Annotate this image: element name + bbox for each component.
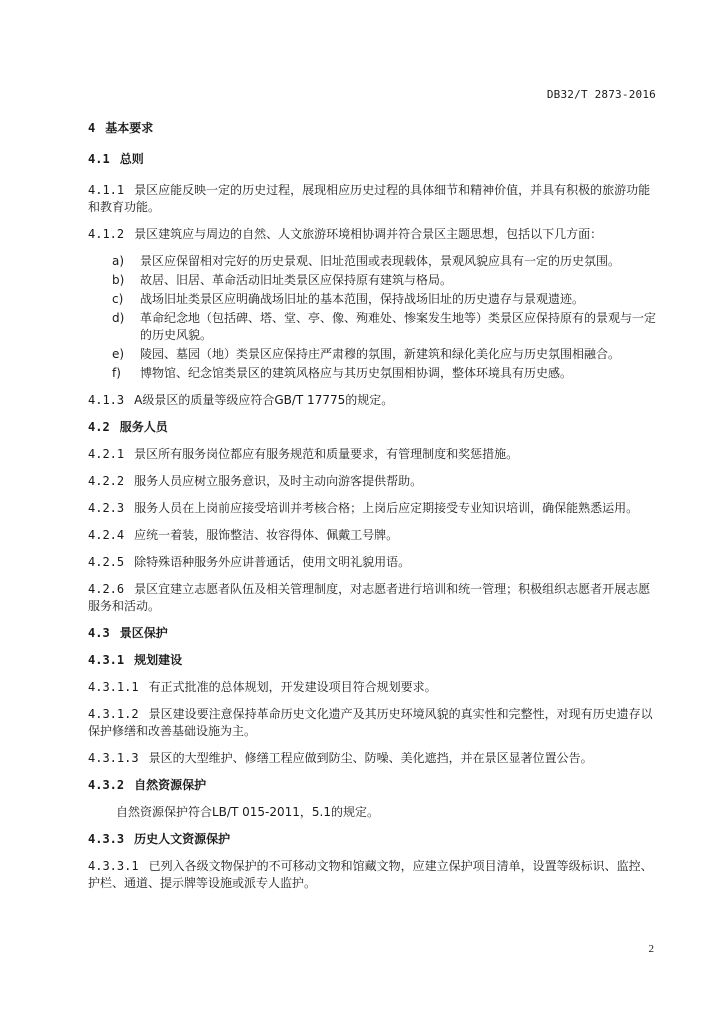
list-text: 革命纪念地（包括碑、塔、堂、亭、像、殉难处、惨案发生地等）类景区应保持原有的景观与一定的历史风貌。 bbox=[140, 311, 657, 342]
section-heading bbox=[88, 120, 656, 137]
clause-number: 4.2.1 bbox=[88, 447, 125, 461]
list-marker: e) bbox=[112, 347, 125, 361]
subsection-heading bbox=[88, 831, 656, 848]
list-marker: f) bbox=[112, 366, 121, 380]
list-marker: a) bbox=[112, 254, 125, 268]
clause-text: 景区应能反映一定的历史过程，展现相应历史过程的具体细节和精神价值，并具有积极的旅游功能和教育功能。 bbox=[88, 183, 651, 214]
clause-text: 自然资源保护符合LB/T 015-2011，5.1的规定。 bbox=[116, 805, 379, 819]
section-title: 服务人员 bbox=[119, 420, 168, 434]
clause-paragraph bbox=[88, 473, 656, 490]
clause-number: 4.1.3 bbox=[88, 393, 125, 407]
clause-number: 4.2.6 bbox=[88, 582, 125, 596]
list-item bbox=[88, 346, 656, 363]
clause-number: 4.2.2 bbox=[88, 474, 125, 488]
clause-paragraph bbox=[88, 554, 656, 571]
list-item bbox=[88, 291, 656, 308]
section-heading bbox=[88, 419, 656, 436]
clause-number: 4.3.1.3 bbox=[88, 751, 139, 765]
section-title: 基本要求 bbox=[105, 121, 154, 135]
clause-text: 已列入各级文物保护的不可移动文物和馆藏文物，应建立保护项目清单，设置等级标识、监控、护栏、通道、提示牌等设施或派专人监护。 bbox=[88, 859, 653, 890]
clause-number: 4.2.4 bbox=[88, 528, 125, 542]
clause-number: 4.3.1.1 bbox=[88, 680, 139, 694]
clause-number: 4.2.5 bbox=[88, 555, 125, 569]
clause-paragraph bbox=[88, 392, 656, 409]
list-item bbox=[88, 253, 656, 270]
clause-text: 服务人员应树立服务意识，及时主动向游客提供帮助。 bbox=[134, 474, 423, 488]
clause-text: 景区的大型维护、修缮工程应做到防尘、防噪、美化遮挡，并在景区显著位置公告。 bbox=[148, 751, 593, 765]
clause-text: 景区宜建立志愿者队伍及相关管理制度，对志愿者进行培训和统一管理；积极组织志愿者开展志愿服务和活动。 bbox=[88, 582, 651, 613]
section-number: 4 bbox=[88, 121, 96, 135]
list-text: 景区应保留相对完好的历史景观、旧址范围或表现载体，景观风貌应具有一定的历史氛围。 bbox=[140, 254, 621, 268]
list-marker: d) bbox=[112, 311, 125, 325]
clause-paragraph bbox=[88, 679, 656, 696]
section-title: 景区保护 bbox=[119, 626, 168, 640]
list-item bbox=[88, 365, 656, 382]
clause-text: 景区建设要注意保持革命历史文化遗产及其历史环境风貌的真实性和完整性，对现有历史遗存以保护修缮和改善基础设施为主。 bbox=[88, 707, 653, 738]
subsection-heading bbox=[88, 652, 656, 669]
clause-number: 4.1.2 bbox=[88, 227, 125, 241]
section-number: 4.1 bbox=[88, 152, 110, 166]
section-number: 4.3.3 bbox=[88, 832, 125, 846]
clause-text: 景区所有服务岗位都应有服务规范和质量要求，有管理制度和奖惩措施。 bbox=[134, 447, 519, 461]
clause-paragraph bbox=[88, 500, 656, 517]
list-text: 故居、旧居、革命活动旧址类景区应保持原有建筑与格局。 bbox=[140, 273, 453, 287]
section-heading bbox=[88, 151, 656, 168]
section-title: 自然资源保护 bbox=[134, 778, 207, 792]
clause-text: 景区建筑应与周边的自然、人文旅游环境相协调并符合景区主题思想，包括以下几方面： bbox=[134, 227, 603, 241]
clause-paragraph bbox=[88, 804, 656, 821]
section-title: 规划建设 bbox=[134, 653, 183, 667]
section-title: 历史人文资源保护 bbox=[134, 832, 231, 846]
clause-paragraph bbox=[88, 446, 656, 463]
clause-number: 4.3.1.2 bbox=[88, 707, 139, 721]
subsection-heading bbox=[88, 777, 656, 794]
clause-text: 服务人员在上岗前应接受培训并考核合格；上岗后应定期接受专业知识培训，确保能熟悉运用。 bbox=[134, 501, 639, 515]
clause-text: 应统一着装，服饰整洁、妆容得体、佩戴工号牌。 bbox=[134, 528, 399, 542]
clause-text: A级景区的质量等级应符合GB/T 17775的规定。 bbox=[134, 393, 394, 407]
clause-number: 4.3.3.1 bbox=[88, 859, 139, 873]
clause-paragraph bbox=[88, 226, 656, 243]
document-body bbox=[88, 120, 656, 892]
clause-paragraph bbox=[88, 706, 656, 740]
clause-number: 4.2.3 bbox=[88, 501, 125, 515]
clause-paragraph bbox=[88, 182, 656, 216]
list-marker: b) bbox=[112, 273, 125, 287]
section-number: 4.2 bbox=[88, 420, 110, 434]
list-item bbox=[88, 310, 656, 344]
list-item bbox=[88, 272, 656, 289]
clause-list bbox=[88, 253, 656, 382]
clause-paragraph bbox=[88, 527, 656, 544]
section-heading bbox=[88, 625, 656, 642]
section-number: 4.3.2 bbox=[88, 778, 125, 792]
document-code: DB32/T 2873-2016 bbox=[546, 88, 656, 101]
section-number: 4.3.1 bbox=[88, 653, 125, 667]
clause-number: 4.1.1 bbox=[88, 183, 125, 197]
section-number: 4.3 bbox=[88, 626, 110, 640]
clause-paragraph bbox=[88, 858, 656, 892]
list-text: 博物馆、纪念馆类景区的建筑风格应与其历史氛围相协调，整体环境具有历史感。 bbox=[140, 366, 573, 380]
list-text: 战场旧址类景区应明确战场旧址的基本范围，保持战场旧址的历史遗存与景观遗迹。 bbox=[140, 292, 585, 306]
clause-text: 有正式批准的总体规划，开发建设项目符合规划要求。 bbox=[148, 680, 437, 694]
clause-paragraph bbox=[88, 581, 656, 615]
clause-paragraph bbox=[88, 750, 656, 767]
clause-text: 除特殊语种服务外应讲普通话，使用文明礼貌用语。 bbox=[134, 555, 411, 569]
section-title: 总则 bbox=[119, 152, 144, 166]
list-text: 陵园、墓园（地）类景区应保持庄严肃穆的氛围，新建筑和绿化美化应与历史氛围相融合。 bbox=[140, 347, 621, 361]
page-number: 2 bbox=[648, 943, 654, 955]
list-marker: c) bbox=[112, 292, 124, 306]
